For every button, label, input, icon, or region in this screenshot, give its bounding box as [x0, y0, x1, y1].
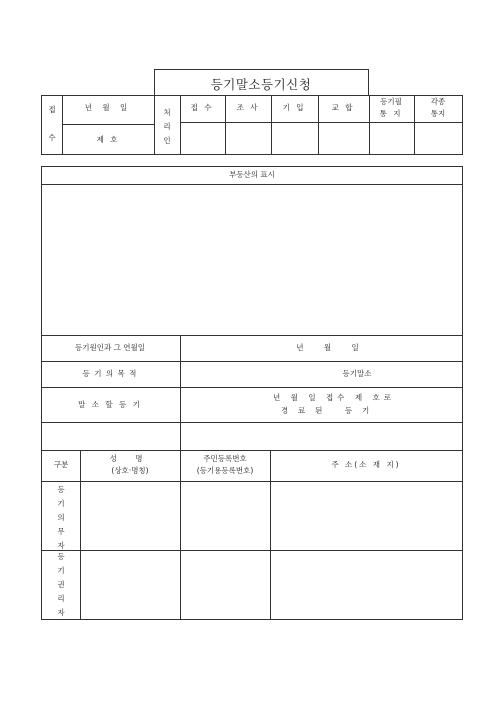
cause-value[interactable]: 년 월 일 [296, 343, 368, 352]
reception-number-label: 제 호 [96, 135, 120, 144]
property-description-area[interactable] [42, 185, 462, 335]
obligor-id-cell[interactable] [181, 482, 270, 550]
obligor-address-cell[interactable] [271, 482, 462, 550]
col-id-line1: 주민등록번호 [203, 454, 247, 463]
col-name-line2: (상호·명칭) [111, 466, 149, 475]
cause-label: 등기원인과 그 연월일 [75, 343, 145, 352]
purpose-value[interactable]: 등기말소 [342, 369, 372, 378]
holder-id-cell[interactable] [181, 551, 270, 620]
purpose-label: 등 기 의 목 적 [82, 369, 138, 378]
notify-registry-line2: 통 지 [379, 109, 403, 118]
holder-label: 등 기 권 리 자 [57, 552, 65, 617]
cancel-line1[interactable]: 년 월 일 접수 제 호로 [273, 393, 395, 402]
cancel-line2[interactable]: 경료된 등기 [280, 406, 380, 415]
form-title: 등기말소등기신청 [210, 77, 312, 92]
reception-label-top: 접 [48, 105, 56, 114]
notify-registry-line1: 등기필 [380, 97, 402, 106]
col-address: 주 소(소 재 지) [331, 460, 401, 469]
obligor-label: 등 기 의 무 자 [57, 485, 65, 550]
processor-label: 처 리 인 [163, 108, 171, 145]
notify-various-line1: 각종 [430, 97, 446, 106]
holder-name-cell[interactable] [81, 551, 180, 620]
step-review: 조 사 [236, 103, 260, 112]
property-header: 부동산의 표시 [229, 170, 275, 179]
step-reception: 접 수 [190, 103, 214, 112]
step-entry: 기 입 [282, 103, 306, 112]
notify-various-line2: 통지 [430, 109, 446, 118]
col-name-line1: 성 명 [109, 454, 151, 463]
col-category: 구분 [53, 460, 69, 469]
blank-row[interactable] [42, 423, 462, 450]
holder-address-cell[interactable] [271, 551, 462, 620]
cancel-label: 말 소 할 등 기 [78, 400, 142, 409]
reception-date-label: 년 월 일 [84, 103, 132, 112]
step-verification: 교 합 [331, 103, 355, 112]
col-id-line2: (등기용등록번호) [196, 466, 254, 475]
obligor-name-cell[interactable] [81, 482, 180, 550]
reception-label-bottom: 수 [48, 133, 56, 142]
